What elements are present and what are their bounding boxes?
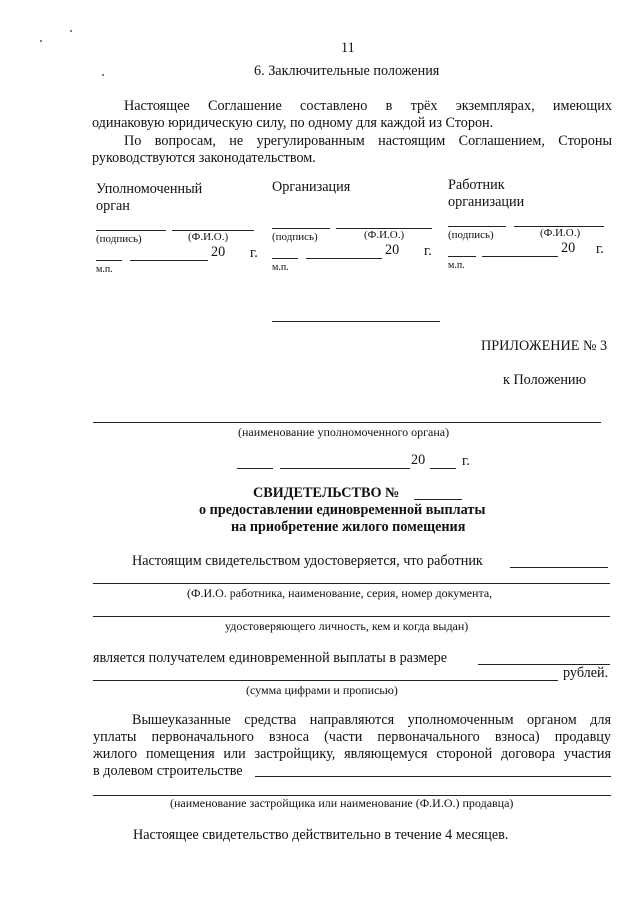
worker-line-2 [93, 583, 610, 584]
funds-line3: жилого помещения или застройщику, являющемуся стороной договора участия [93, 746, 611, 762]
funds-line-blank-1 [255, 776, 611, 777]
scan-speck [70, 30, 72, 32]
cert-intro: Настоящим свидетельством удостоверяется, что работник [132, 553, 483, 569]
sig2-sign-line [272, 228, 330, 229]
sig1-title1: Уполномоченный [96, 181, 203, 197]
sig1-mp: м.п. [96, 264, 113, 275]
date-month-line [280, 468, 410, 469]
appendix-ref: к Положению [503, 372, 587, 388]
sig1-sign-line [96, 230, 166, 231]
worker-caption1: (Ф.И.О. работника, наименование, серия, номер документа, [187, 586, 493, 600]
funds-line2: уплаты первоначального взноса (части первоначального взноса) продавцу [93, 729, 611, 745]
separator-line [272, 321, 440, 322]
sig1-day-line [96, 260, 122, 261]
sig2-g: г. [424, 243, 432, 259]
date-day-line [237, 468, 273, 469]
para1-line1: Настоящее Соглашение составлено в трёх экземплярах, имеющих [124, 98, 612, 114]
sig1-fio-caption: (Ф.И.О.) [188, 231, 229, 243]
certificate-number-line [414, 499, 462, 500]
sig2-title1: Организация [272, 179, 351, 195]
certificate-sub2: на приобретение жилого помещения [231, 519, 466, 535]
para1-line2: одинаковую юридическую силу, по одному для каждой из Сторон. [92, 115, 494, 131]
sig2-year: 20 [385, 242, 400, 258]
sig1-year: 20 [211, 244, 226, 260]
sig2-day-line [272, 258, 298, 259]
para2-line1: По вопросам, не урегулированным настоящим Соглашением, Стороны [124, 133, 612, 149]
developer-caption: (наименование застройщика или наименование (Ф.И.О.) продавца) [170, 796, 514, 810]
worker-line-1 [510, 567, 608, 568]
recipient-text: является получателем единовременной выплаты в размере [93, 650, 448, 666]
sig2-fio-caption: (Ф.И.О.) [364, 229, 405, 241]
page-number: 11 [341, 40, 355, 56]
section-title: 6. Заключительные положения [254, 63, 440, 79]
certificate-sub1: о предоставлении единовременной выплаты [199, 502, 486, 518]
date-year: 20 [411, 452, 426, 468]
appendix-title: ПРИЛОЖЕНИЕ № 3 [481, 338, 608, 354]
funds-line4: в долевом строительстве [93, 763, 243, 779]
sum-line-2 [93, 680, 558, 681]
sig1-month-line [130, 260, 208, 261]
sum-caption: (сумма цифрами и прописью) [246, 683, 398, 697]
sig3-mp: м.п. [448, 260, 465, 271]
sig1-title2: орган [96, 198, 130, 214]
para2-line2: руководствуются законодательством. [92, 150, 316, 166]
sig1-g: г. [250, 245, 258, 261]
certificate-title: СВИДЕТЕЛЬСТВО № [253, 485, 400, 501]
sig3-sign-caption: (подпись) [448, 229, 494, 241]
sig3-g: г. [596, 241, 604, 257]
sig3-title2: организации [448, 194, 525, 210]
sig3-fio-caption: (Ф.И.О.) [540, 227, 581, 239]
scan-speck [40, 40, 42, 42]
sig2-month-line [306, 258, 382, 259]
sig2-sign-caption: (подпись) [272, 231, 318, 243]
funds-line1: Вышеуказанные средства направляются уполномоченным органом для [132, 712, 611, 728]
scan-speck [102, 74, 104, 76]
sig3-day-line [448, 256, 476, 257]
authority-line [93, 422, 601, 423]
authority-caption: (наименование уполномоченного органа) [238, 425, 450, 439]
sig3-title1: Работник [448, 177, 505, 193]
validity-text: Настоящее свидетельство действительно в течение 4 месяцев. [133, 827, 509, 843]
sig3-sign-line [448, 226, 506, 227]
worker-line-3 [93, 616, 610, 617]
sig2-mp: м.п. [272, 262, 289, 273]
sig3-month-line [482, 256, 558, 257]
date-g: г. [462, 453, 470, 469]
worker-caption2: удостоверяющего личность, кем и когда выдан) [225, 619, 469, 633]
sig1-sign-caption: (подпись) [96, 233, 142, 245]
sig3-year: 20 [561, 240, 576, 256]
rub-label: рублей. [563, 665, 609, 681]
date-year-line [430, 468, 456, 469]
